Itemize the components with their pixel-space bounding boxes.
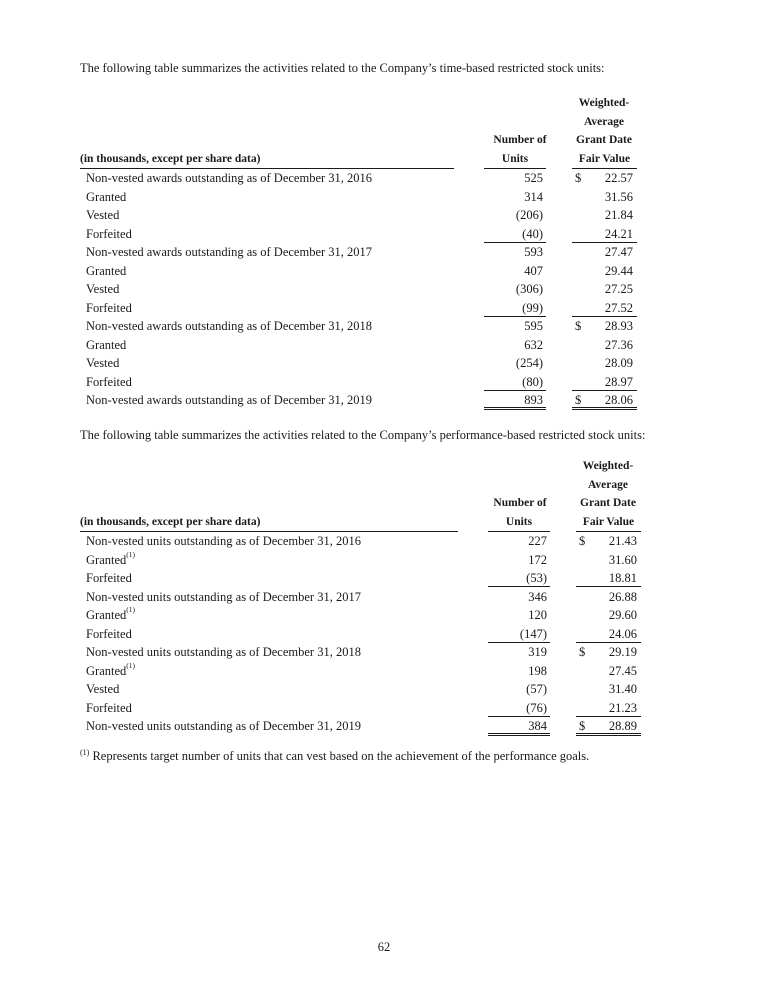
units-cell	[488, 569, 550, 587]
row-label-text: Forfeited	[86, 571, 132, 585]
units-value: 595	[524, 319, 543, 333]
col2-header-line1: Weighted-	[582, 460, 634, 472]
units-value: (206)	[515, 208, 543, 222]
row-label	[86, 625, 132, 644]
row-label-text: Non-vested units outstanding as of December 31, 2018	[86, 645, 361, 659]
row-label-text: Non-vested awards outstanding as of December 31, 2016	[86, 171, 373, 185]
fair-value: 28.89	[608, 719, 637, 733]
units-cell	[484, 317, 546, 336]
dollar-sign: $	[575, 393, 582, 407]
fair-value: 31.40	[608, 682, 637, 696]
row-label	[86, 299, 132, 318]
page-number: 62	[377, 940, 391, 954]
fair-value-cell	[576, 606, 641, 624]
col2-header-fair-value: Fair Value	[576, 513, 641, 533]
fair-value: 31.60	[608, 552, 637, 567]
table-row	[80, 243, 642, 262]
fair-value-cell	[572, 225, 637, 243]
row-label	[86, 262, 126, 281]
row-label-text: Vested	[86, 282, 120, 296]
row-label-text: Granted	[86, 663, 127, 678]
units-value: (57)	[526, 682, 547, 696]
col1-header-units: Units	[484, 150, 546, 170]
units-cell	[484, 354, 546, 373]
units-value: 593	[524, 245, 543, 259]
units-value: 227	[528, 534, 547, 548]
units-cell	[488, 717, 550, 736]
footnote	[80, 749, 589, 764]
row-label	[86, 391, 372, 410]
fair-value: 21.23	[608, 700, 637, 715]
col1-header-line1: Number of	[493, 497, 547, 509]
fair-value: 21.84	[604, 208, 633, 222]
fair-value: 28.06	[604, 393, 633, 407]
footnote-text: Represents target number of units that can vest based on the achievement of the performance goals.	[92, 749, 590, 763]
col1-header-units: Units	[488, 513, 550, 533]
fair-value: 29.19	[608, 645, 637, 659]
footnote-ref: (1)	[126, 660, 136, 670]
table-row	[80, 606, 642, 625]
fair-value-cell	[572, 262, 637, 280]
units-cell	[488, 625, 550, 643]
fair-value-cell	[572, 243, 637, 261]
units-value: (53)	[526, 571, 547, 585]
dollar-sign: $	[579, 645, 586, 659]
dollar-sign: $	[579, 534, 586, 548]
units-cell	[484, 280, 546, 299]
units-cell	[484, 262, 546, 281]
fair-value-cell	[572, 354, 637, 372]
units-cell	[484, 225, 546, 243]
table-row	[80, 680, 642, 699]
row-label-text: Vested	[86, 208, 120, 222]
intro-performance-based: The following table summarizes the activities related to the Company’s performance-based restricted stock units:	[80, 428, 646, 442]
row-label	[86, 643, 361, 662]
fair-value: 24.06	[608, 626, 637, 641]
row-label	[86, 373, 132, 392]
units-value: (147)	[519, 626, 547, 641]
row-label	[86, 206, 119, 225]
units-value: 632	[524, 337, 543, 352]
units-cell	[488, 606, 550, 625]
units-value: (99)	[522, 300, 543, 315]
row-label	[86, 588, 361, 607]
units-cell	[484, 391, 546, 410]
units-cell	[484, 373, 546, 391]
units-value: 314	[524, 189, 543, 204]
fair-value-cell	[576, 643, 641, 661]
table-row	[80, 206, 642, 225]
fair-value-cell	[572, 299, 637, 317]
time-based-rsu-table	[80, 92, 642, 412]
units-value: 319	[528, 645, 547, 659]
units-value: 384	[528, 719, 547, 733]
units-value: 407	[524, 263, 543, 278]
fair-value: 26.88	[608, 589, 637, 604]
row-label-text: Forfeited	[86, 626, 132, 641]
fair-value-cell	[572, 280, 637, 298]
units-cell	[484, 243, 546, 262]
row-label	[86, 317, 372, 336]
row-label	[86, 169, 372, 188]
units-cell	[484, 188, 546, 207]
fair-value-cell	[572, 206, 637, 224]
row-label-text: Granted	[86, 552, 127, 567]
fair-value: 31.56	[604, 189, 633, 204]
table-row	[80, 662, 642, 681]
units-value: 120	[528, 608, 547, 622]
table-row	[80, 717, 642, 736]
fair-value: 27.25	[604, 282, 633, 296]
units-cell	[488, 699, 550, 717]
row-label	[86, 188, 126, 207]
units-cell	[488, 532, 550, 551]
row-label-text: Non-vested units outstanding as of December 31, 2017	[86, 589, 361, 604]
table-row	[80, 551, 642, 570]
performance-based-rsu-table	[80, 455, 642, 740]
units-value: (76)	[526, 700, 547, 715]
table-row	[80, 280, 642, 299]
fair-value-cell	[576, 625, 641, 643]
fair-value-cell	[576, 680, 641, 698]
row-label	[86, 699, 132, 718]
units-value: 172	[528, 552, 547, 567]
fair-value: 27.52	[604, 300, 633, 315]
row-label-text: Non-vested awards outstanding as of December 31, 2018	[86, 319, 373, 333]
row-label	[86, 717, 361, 736]
units-value: (80)	[522, 374, 543, 389]
fair-value: 29.44	[604, 263, 633, 278]
fair-value-cell	[576, 588, 641, 606]
col2-header-line2: Average	[583, 115, 624, 128]
fair-value: 27.36	[604, 337, 633, 352]
table-row	[80, 532, 642, 551]
row-label-text: Non-vested awards outstanding as of December 31, 2019	[86, 393, 373, 407]
row-label-text: Granted	[86, 337, 127, 352]
table-row	[80, 643, 642, 662]
fair-value-cell	[572, 169, 637, 187]
units-value: (254)	[515, 356, 543, 370]
row-label-text: Non-vested units outstanding as of December 31, 2016	[86, 534, 361, 548]
fair-value: 22.57	[604, 171, 633, 185]
row-label	[86, 336, 126, 355]
row-label-text: Granted	[86, 189, 127, 204]
row-label-text: Forfeited	[86, 226, 132, 241]
column-header-label: (in thousands, except per share data)	[80, 150, 454, 170]
table-row	[80, 317, 642, 336]
footnote-ref: (1)	[126, 549, 136, 559]
row-label	[86, 606, 135, 625]
units-cell	[488, 680, 550, 699]
units-value: 525	[524, 171, 543, 185]
table-row	[80, 354, 642, 373]
units-cell	[484, 206, 546, 225]
row-label	[86, 280, 119, 299]
table-row	[80, 588, 642, 607]
col2-header-line2: Average	[587, 478, 628, 491]
row-label	[86, 551, 135, 570]
fair-value: 28.97	[604, 374, 633, 389]
row-label-text: Non-vested awards outstanding as of December 31, 2017	[86, 245, 373, 259]
row-label	[86, 569, 132, 588]
units-cell	[488, 551, 550, 570]
footnote-marker: (1)	[80, 748, 90, 757]
fair-value: 27.47	[604, 245, 633, 259]
units-cell	[488, 588, 550, 607]
units-cell	[484, 169, 546, 188]
row-label	[86, 680, 119, 699]
row-label-text: Forfeited	[86, 700, 132, 715]
row-label	[86, 354, 119, 373]
table-row	[80, 373, 642, 392]
units-cell	[488, 643, 550, 662]
table-row	[80, 625, 642, 644]
col2-header-line3: Grant Date	[580, 497, 636, 509]
row-label-text: Forfeited	[86, 300, 132, 315]
fair-value-cell	[576, 699, 641, 717]
fair-value-cell	[572, 336, 637, 354]
footnote-ref: (1)	[126, 605, 136, 614]
col2-header-line1: Weighted-	[578, 97, 630, 109]
col1-header-line1: Number of	[493, 134, 547, 146]
fair-value: 29.60	[608, 608, 637, 622]
row-label-text: Vested	[86, 356, 120, 370]
table-row	[80, 391, 642, 410]
units-value: 346	[528, 589, 547, 604]
table-row	[80, 299, 642, 318]
table-row	[80, 188, 642, 207]
table-row	[80, 569, 642, 588]
row-label-text: Vested	[86, 682, 120, 696]
table-row	[80, 262, 642, 281]
fair-value-cell	[576, 569, 641, 587]
table-row	[80, 336, 642, 355]
fair-value: 24.21	[604, 226, 633, 241]
fair-value: 27.45	[608, 663, 637, 678]
row-label	[86, 662, 135, 681]
fair-value-cell	[576, 662, 641, 680]
row-label-text: Forfeited	[86, 374, 132, 389]
row-label-text: Non-vested units outstanding as of December 31, 2019	[86, 719, 361, 733]
fair-value-cell	[576, 717, 641, 736]
fair-value-cell	[572, 188, 637, 206]
col2-header-fair-value: Fair Value	[572, 150, 637, 170]
dollar-sign: $	[579, 719, 586, 733]
row-label	[86, 532, 361, 551]
units-value: (306)	[515, 282, 543, 296]
units-value: (40)	[522, 226, 543, 241]
col2-header-line3: Grant Date	[576, 134, 632, 146]
dollar-sign: $	[575, 171, 582, 185]
fair-value: 28.93	[604, 319, 633, 333]
fair-value-cell	[572, 391, 637, 410]
units-cell	[484, 336, 546, 355]
fair-value: 21.43	[608, 534, 637, 548]
row-label-text: Granted	[86, 608, 127, 622]
fair-value: 18.81	[608, 571, 637, 585]
units-value: 893	[524, 393, 543, 407]
units-value: 198	[528, 663, 547, 678]
dollar-sign: $	[575, 319, 582, 333]
fair-value: 28.09	[604, 356, 633, 370]
row-label	[86, 225, 132, 244]
row-label-text: Granted	[86, 263, 127, 278]
table-row	[80, 225, 642, 244]
fair-value-cell	[572, 373, 637, 391]
table-row	[80, 699, 642, 718]
column-header-label: (in thousands, except per share data)	[80, 513, 458, 533]
fair-value-cell	[576, 532, 641, 550]
intro-time-based: The following table summarizes the activities related to the Company’s time-based restricted stock units:	[80, 61, 605, 75]
row-label	[86, 243, 372, 262]
units-cell	[488, 662, 550, 681]
table-row	[80, 169, 642, 188]
units-cell	[484, 299, 546, 317]
fair-value-cell	[576, 551, 641, 569]
fair-value-cell	[572, 317, 637, 335]
